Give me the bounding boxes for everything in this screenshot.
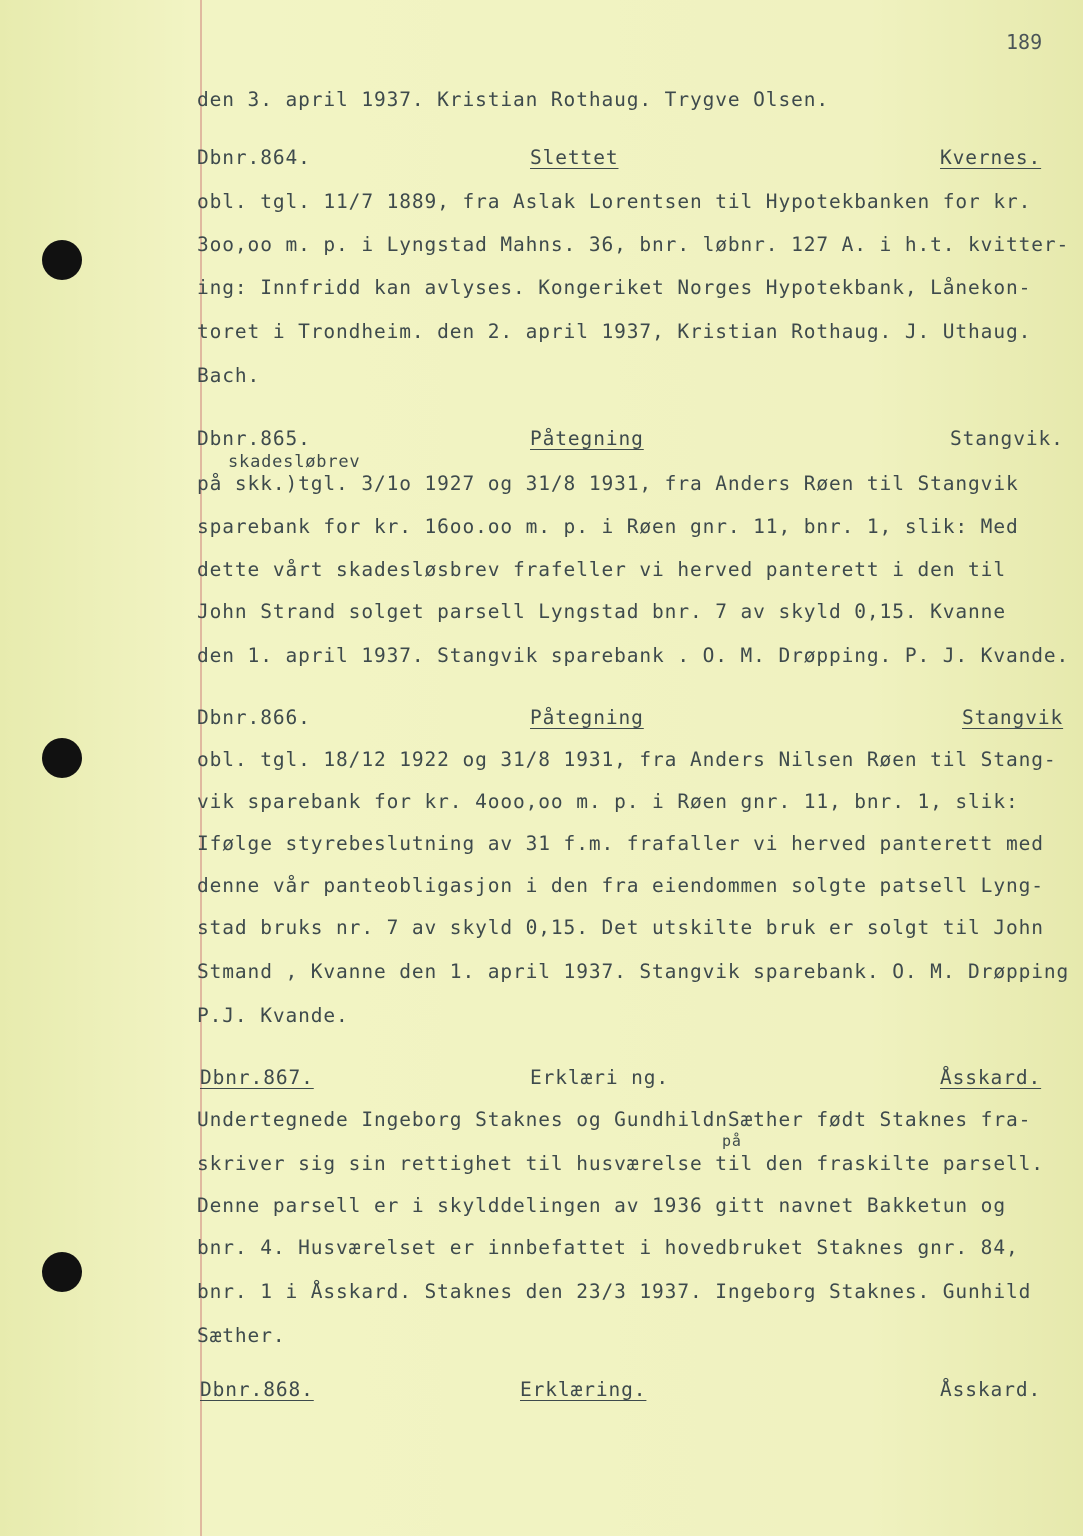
entry-type: Påtegning bbox=[530, 427, 644, 450]
text-line: obl. tgl. 11/7 1889, fra Aslak Lorentsen til Hypotekbanken for kr. bbox=[197, 190, 1032, 213]
text-line: den 3. april 1937. Kristian Rothaug. Trygve Olsen. bbox=[197, 88, 829, 111]
entry-dbnr: Dbnr.865. bbox=[197, 427, 311, 450]
entry-type: Slettet bbox=[530, 146, 619, 169]
text-line: Undertegnede Ingeborg Staknes og GundhildnSæther født Staknes fra- bbox=[197, 1108, 1032, 1131]
text-line: Denne parsell er i skylddelingen av 1936 gitt navnet Bakketun og bbox=[197, 1194, 1006, 1217]
text-line: Bach. bbox=[197, 364, 261, 387]
insertion-mark: på bbox=[722, 1132, 742, 1150]
entry-type: Erklæring. bbox=[520, 1378, 647, 1401]
text-line: skriver sig sin rettighet til husværelse til den fraskilte parsell. bbox=[197, 1152, 1044, 1175]
text-line: obl. tgl. 18/12 1922 og 31/8 1931, fra Anders Nilsen Røen til Stang- bbox=[197, 748, 1057, 771]
entry-dbnr: Dbnr.867. bbox=[200, 1066, 314, 1089]
entry-type: Erklæri ng. bbox=[530, 1066, 670, 1089]
entry-dbnr: Dbnr.864. bbox=[197, 146, 311, 169]
entry-note: skadesløbrev bbox=[228, 452, 361, 472]
text-line: dette vårt skadesløsbrev frafeller vi herved panterett i den til bbox=[197, 558, 1006, 581]
text-line: Sæther. bbox=[197, 1324, 286, 1347]
text-line: toret i Trondheim. den 2. april 1937, Kristian Rothaug. J. Uthaug. bbox=[197, 320, 1032, 343]
text-line: P.J. Kvande. bbox=[197, 1004, 349, 1027]
text-line: bnr. 1 i Åsskard. Staknes den 23/3 1937. Ingeborg Staknes. Gunhild bbox=[197, 1280, 1032, 1303]
entry-place: Kvernes. bbox=[940, 146, 1042, 169]
text-line: bnr. 4. Husværelset er innbefattet i hovedbruket Staknes gnr. 84, bbox=[197, 1236, 1019, 1259]
entry-place: Stangvik. bbox=[950, 427, 1064, 450]
text-line: 3oo,oo m. p. i Lyngstad Mahns. 36, bnr. løbnr. 127 A. i h.t. kvitter- bbox=[197, 233, 1070, 256]
text-line: denne vår panteobligasjon i den fra eiendommen solgte patsell Lyng- bbox=[197, 874, 1044, 897]
entry-place: Stangvik bbox=[962, 706, 1064, 729]
entry-dbnr: Dbnr.868. bbox=[200, 1378, 314, 1401]
binder-hole bbox=[42, 738, 82, 778]
text-line: vik sparebank for kr. 4ooo,oo m. p. i Røen gnr. 11, bnr. 1, slik: bbox=[197, 790, 1019, 813]
page-number: 189 bbox=[1006, 30, 1043, 54]
binder-hole bbox=[42, 240, 82, 280]
text-line: John Strand solget parsell Lyngstad bnr. 7 av skyld 0,15. Kvanne bbox=[197, 600, 1006, 623]
text-line: sparebank for kr. 16oo.oo m. p. i Røen gnr. 11, bnr. 1, slik: Med bbox=[197, 515, 1019, 538]
text-line: på skk.)tgl. 3/1o 1927 og 31/8 1931, fra Anders Røen til Stangvik bbox=[197, 472, 1019, 495]
text-line: Ifølge styrebeslutning av 31 f.m. frafaller vi herved panterett med bbox=[197, 832, 1044, 855]
text-line: stad bruks nr. 7 av skyld 0,15. Det utskilte bruk er solgt til John bbox=[197, 916, 1044, 939]
text-line: ing: Innfridd kan avlyses. Kongeriket Norges Hypotekbank, Lånekon- bbox=[197, 276, 1032, 299]
text-line: den 1. april 1937. Stangvik sparebank . O. M. Drøpping. P. J. Kvande. bbox=[197, 644, 1070, 667]
entry-type: Påtegning bbox=[530, 706, 644, 729]
entry-dbnr: Dbnr.866. bbox=[197, 706, 311, 729]
entry-place: Åsskard. bbox=[940, 1378, 1042, 1401]
entry-place: Åsskard. bbox=[940, 1066, 1042, 1089]
binder-hole bbox=[42, 1252, 82, 1292]
text-line: Stmand , Kvanne den 1. april 1937. Stangvik sparebank. O. M. Drøpping bbox=[197, 960, 1070, 983]
